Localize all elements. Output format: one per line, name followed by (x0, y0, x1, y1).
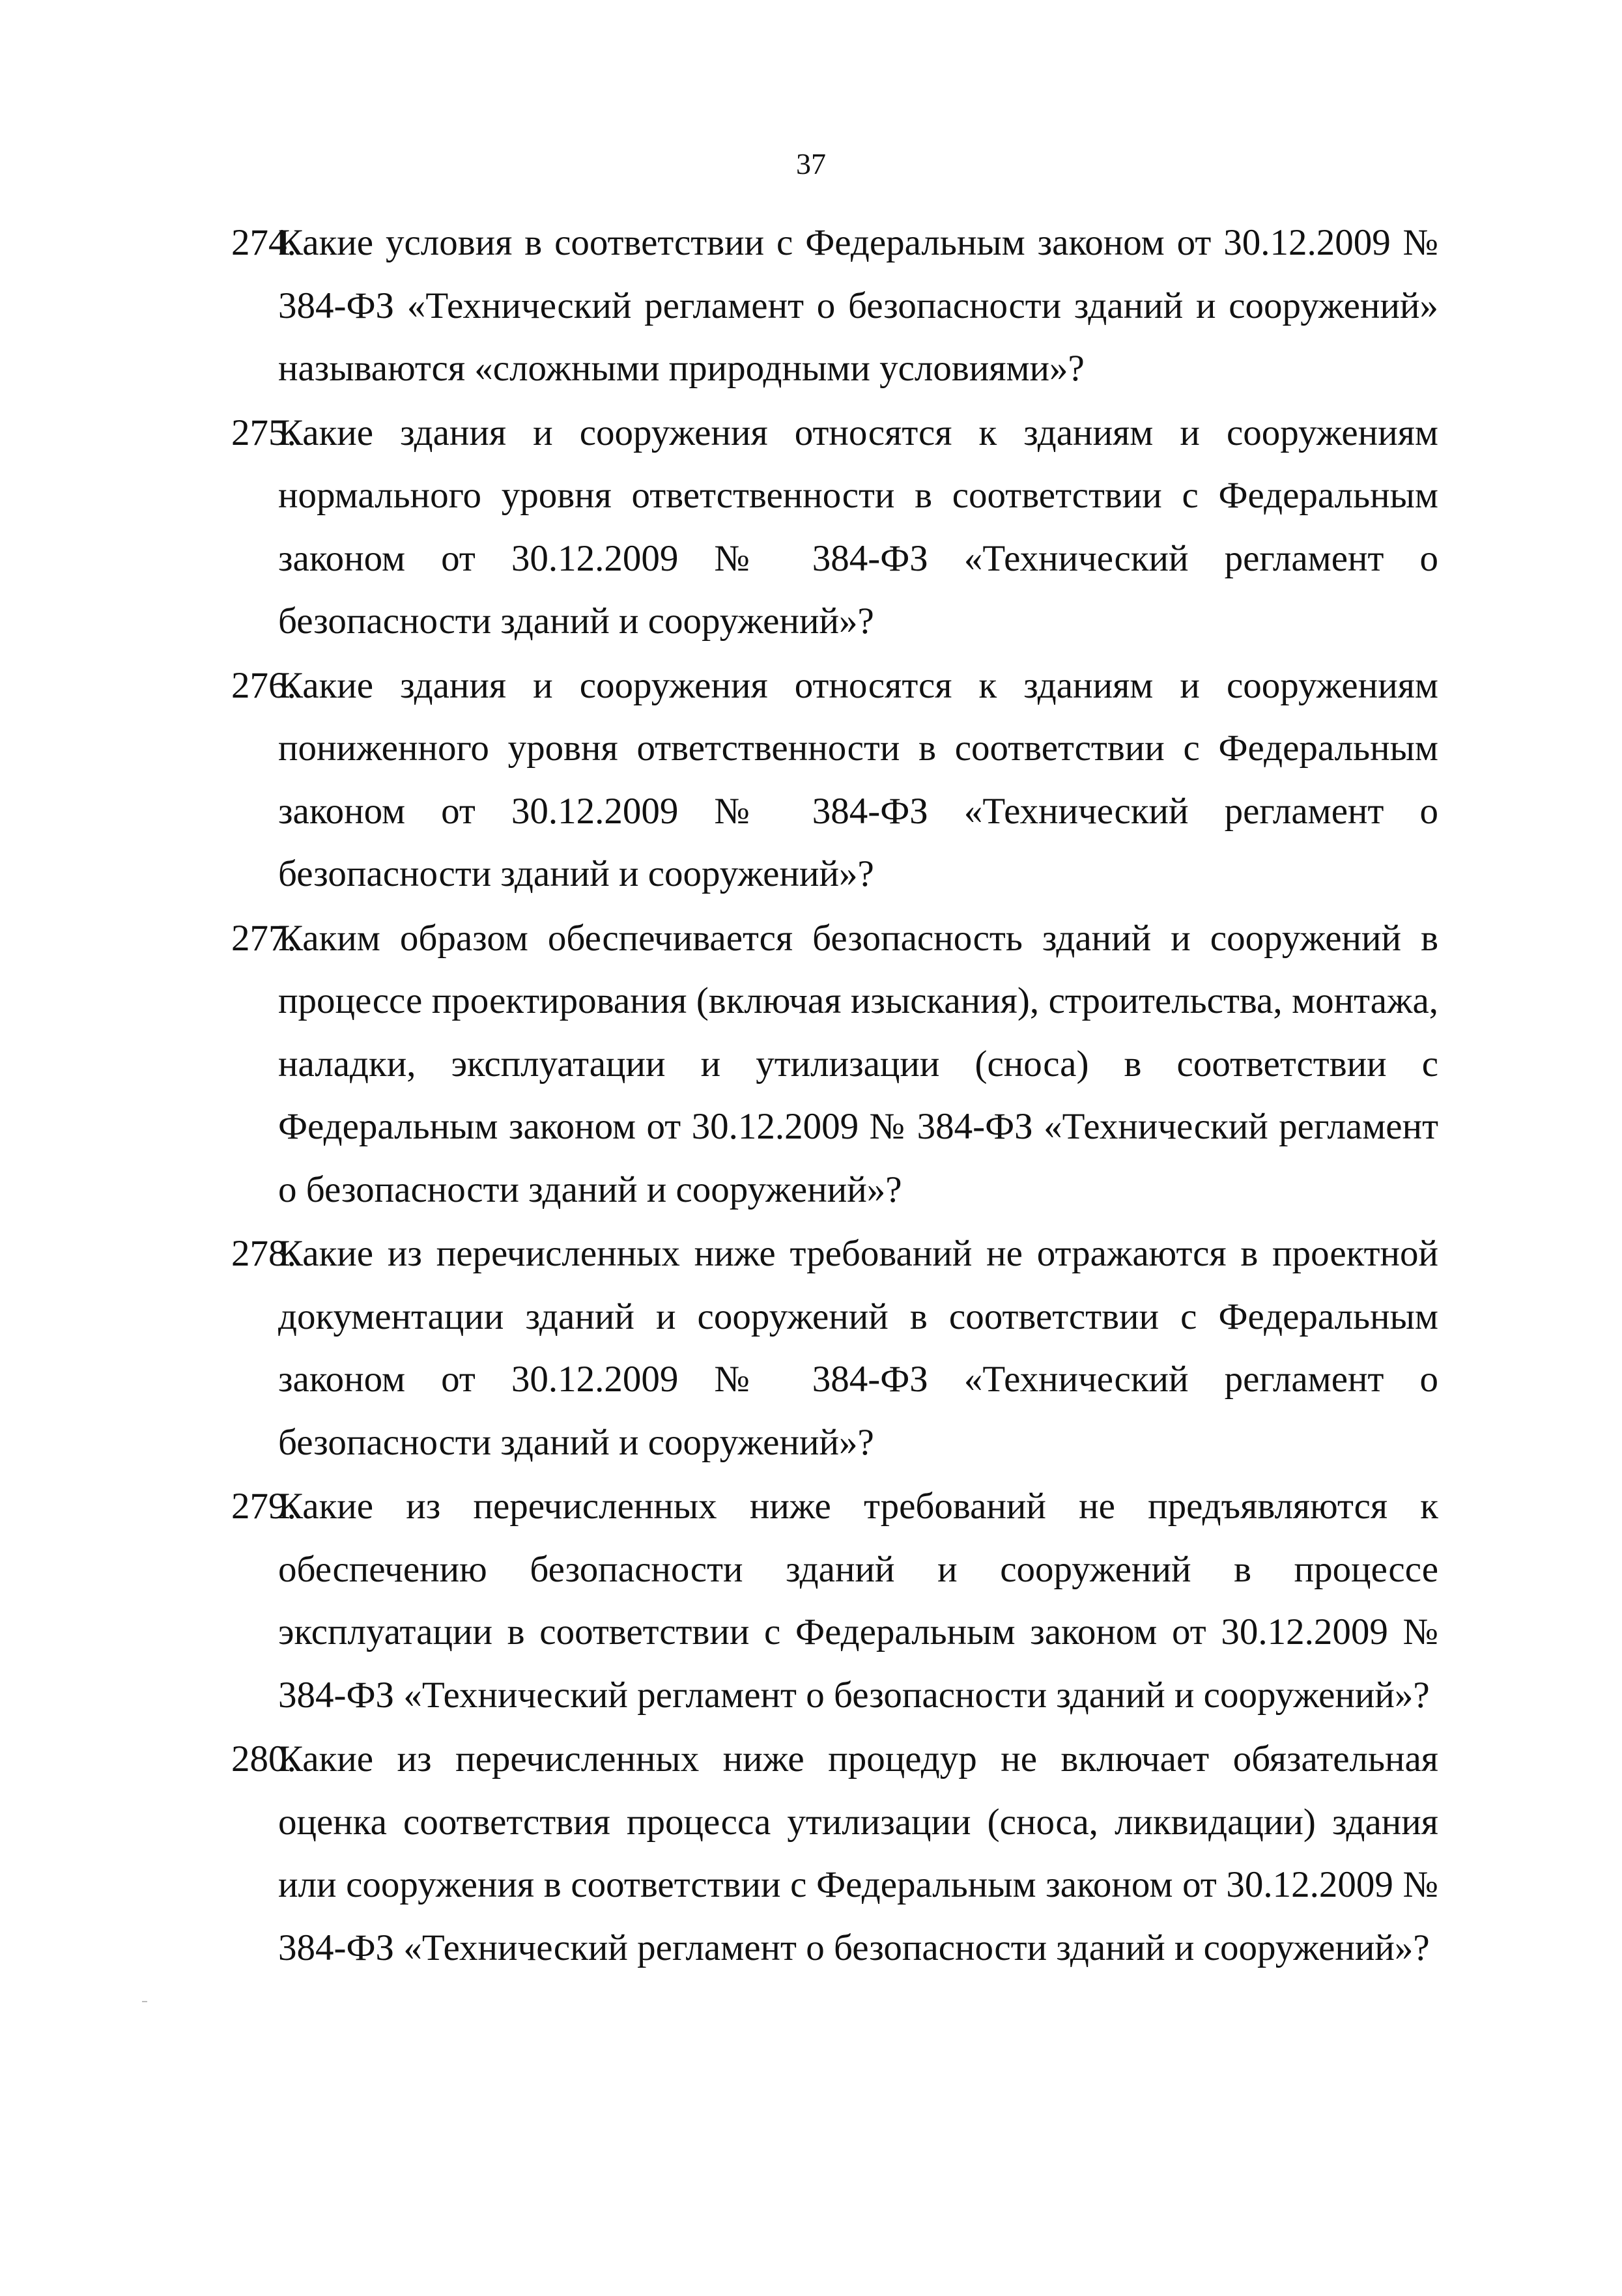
question-list (231, 212, 1438, 1981)
page-number: 37 (796, 147, 826, 180)
question-item (231, 655, 1438, 906)
question-text: Какие из перечисленных ниже требований не предъявляются к обеспечению безопасности зданий и сооружений в процессе эксплуатации в соответствии с Федеральным законом от 30.12.2009 № 384-ФЗ «Технический регламент о безопасности зданий и сооружений»? (278, 1486, 1438, 1716)
question-text: Какие здания и сооружения относятся к зданиям и сооружениям нормального уровня ответственности в соответствии с Федеральным законом от 30.12.2009 № 384-ФЗ «Технический регламент о безопасности зданий и сооружений»? (278, 412, 1438, 642)
question-number: 280. (231, 1738, 296, 1779)
question-item (231, 1223, 1438, 1474)
question-item (231, 402, 1438, 653)
question-item (231, 1475, 1438, 1727)
question-number: 274. (231, 222, 296, 263)
question-number: 275. (231, 412, 296, 453)
question-text: Каким образом обеспечивается безопасность зданий и сооружений в процессе проектирования (включая изыскания), строительства, монтажа, наладки, эксплуатации и утилизации (сноса) в соответствии с Федеральным законом от 30.12.2009 № 384-ФЗ «Технический регламент о безопасности зданий и сооружений»? (278, 917, 1438, 1210)
question-number: 278. (231, 1233, 296, 1274)
question-item (231, 907, 1438, 1222)
question-text: Какие здания и сооружения относятся к зданиям и сооружениям пониженного уровня ответственности в соответствии с Федеральным законом от 30.12.2009 № 384-ФЗ «Технический регламент о безопасности зданий и сооружений»? (278, 664, 1438, 894)
scan-margin-mark (142, 2001, 147, 2002)
question-text: Какие из перечисленных ниже требований не отражаются в проектной документации зданий и сооружений в соответствии с Федеральным законом от 30.12.2009 № 384-ФЗ «Технический регламент о безопасности зданий и сооружений»? (278, 1233, 1438, 1463)
question-number: 279. (231, 1486, 296, 1527)
question-item (231, 1728, 1438, 1979)
question-item (231, 212, 1438, 401)
question-number: 276. (231, 664, 296, 706)
question-text: Какие условия в соответствии с Федеральным законом от 30.12.2009 № 384-ФЗ «Технический регламент о безопасности зданий и сооружений» называются «сложными природными условиями»? (278, 222, 1438, 389)
question-number: 277. (231, 917, 296, 959)
question-text: Какие из перечисленных ниже процедур не включает обязательная оценка соответствия процесса утилизации (сноса, ликвидации) здания или сооружения в соответствии с Федеральным законом от 30.12.2009 № 384-ФЗ «Технический регламент о безопасности зданий и сооружений»? (278, 1738, 1438, 1968)
